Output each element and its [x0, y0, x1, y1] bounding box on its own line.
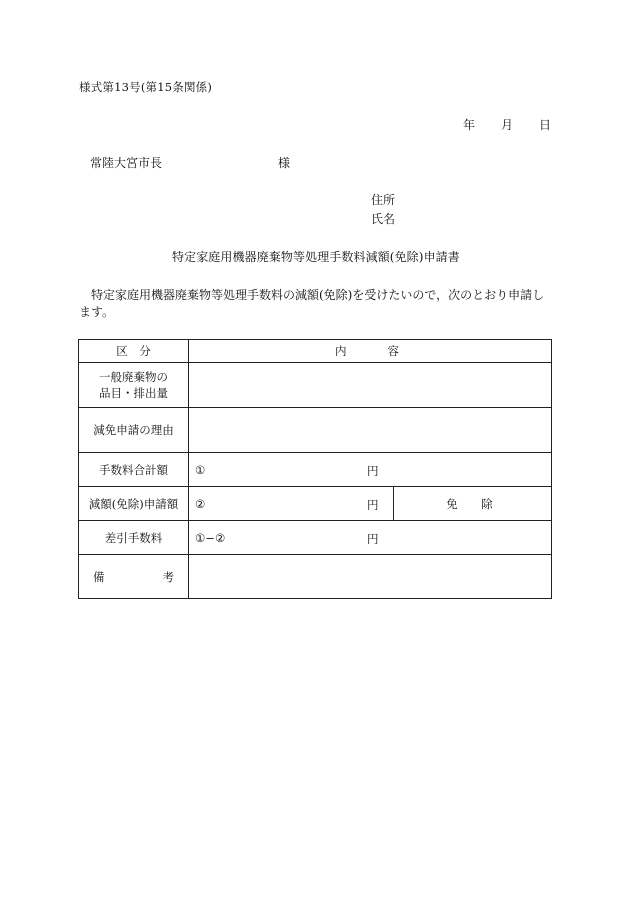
exemption-field[interactable]: 免 除 [394, 487, 552, 521]
table-row [79, 453, 552, 487]
date-line [463, 119, 551, 131]
day-label: 日 [539, 118, 552, 132]
table-row [79, 521, 552, 555]
yen-label: 円 [367, 498, 379, 512]
reduction-label: 減額(免除)申請額 [79, 487, 189, 521]
reduction-mark: ② [195, 496, 206, 511]
month-label: 月 [501, 118, 514, 132]
reduction-field[interactable] [189, 487, 394, 521]
table-row [79, 555, 552, 599]
year-label: 年 [463, 118, 476, 132]
addressee-name: 常陸大宮市長 [90, 156, 163, 170]
application-table [78, 339, 552, 599]
table-row [79, 363, 552, 408]
yen-label: 円 [367, 532, 379, 546]
form-number: 様式第13号(第15条関係) [79, 80, 213, 94]
header-content: 内 容 [189, 340, 552, 363]
waste-item-field[interactable] [189, 363, 552, 408]
table-header-row [79, 340, 552, 363]
total-fee-mark: ① [195, 462, 206, 477]
table-row [79, 487, 552, 521]
table-row [79, 408, 552, 453]
reason-label: 減免申請の理由 [79, 408, 189, 453]
body-text: 特定家庭用機器廃棄物等処理手数料の減額(免除)を受けたいので，次のとおり申請します。 [79, 288, 545, 319]
reason-field[interactable] [189, 408, 552, 453]
applicant-name-label: 氏名 [371, 212, 396, 226]
net-fee-label: 差引手数料 [79, 521, 189, 555]
waste-item-label: 一般廃棄物の 品目・排出量 [79, 363, 189, 408]
remarks-label: 備 考 [79, 555, 189, 599]
yen-label: 円 [367, 464, 379, 478]
addressee-honorific: 様 [278, 156, 291, 170]
header-category: 区 分 [79, 340, 189, 363]
net-fee-field[interactable] [189, 521, 552, 555]
total-fee-field[interactable] [189, 453, 552, 487]
applicant-address-label: 住所 [371, 193, 396, 207]
total-fee-label: 手数料合計額 [79, 453, 189, 487]
net-fee-mark: ①−② [195, 530, 226, 545]
document-title: 特定家庭用機器廃棄物等処理手数料減額(免除)申請書 [172, 250, 460, 264]
remarks-field[interactable] [189, 555, 552, 599]
